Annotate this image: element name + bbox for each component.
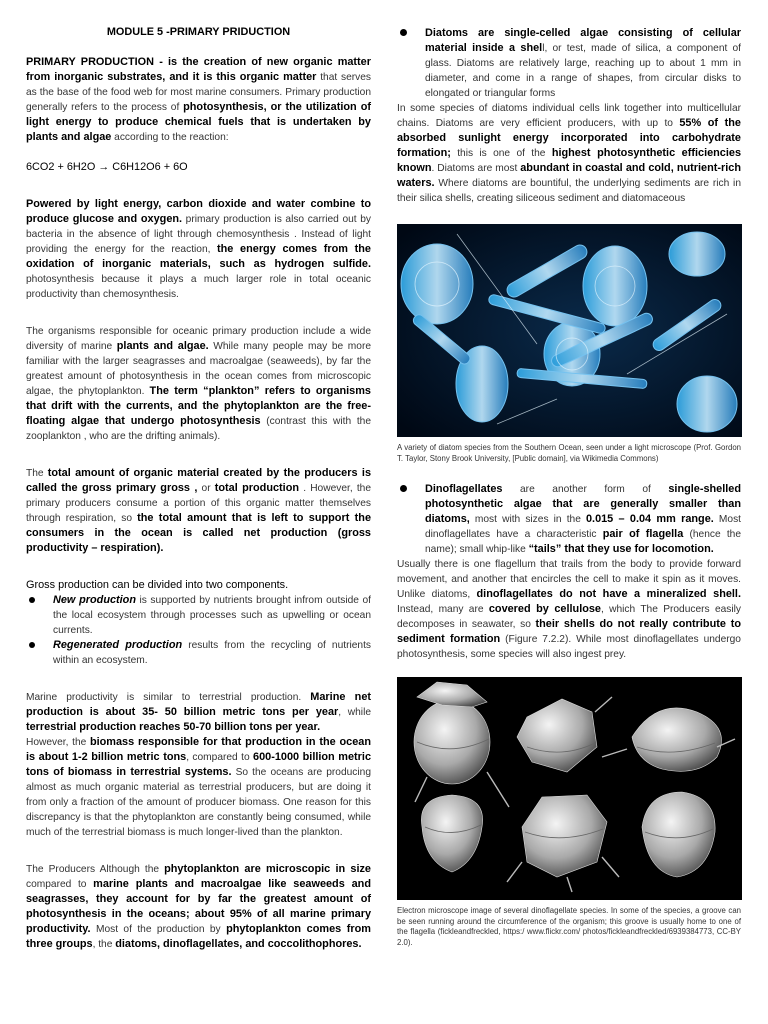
emphasis-span: Powered by light energy, carbon dioxide and water combine to produce glucose and oxygen. (26, 198, 371, 225)
list-item-dinoflagellates (397, 482, 741, 557)
text-span: is supported by nutrients brought infrom outside of the local ecosystem through processes such as upwelling or ocean currents. (53, 595, 372, 636)
bullet-icon (400, 29, 407, 36)
text-span: (contrast this with the zooplankton , who are the drifting animals). (26, 416, 371, 442)
emphasis-span: total amount of organic material created by the producers is called the gross primary gross , (26, 467, 372, 494)
emphasis-span: their shells do not really contribute to sediment formation (397, 618, 741, 645)
left-column (26, 22, 371, 952)
text-span: Usually there is one flagellum that trails from the body to provide forward movement, and another that encircles the cell to make it spin as it moves. Unlike diatoms, (397, 559, 741, 600)
list-item-new-production (26, 593, 371, 638)
list-item-regenerated-production (26, 638, 371, 668)
bullet-icon (400, 485, 407, 492)
emphasis-span: pair of flagella (602, 528, 684, 540)
text-span: The (26, 468, 48, 479)
emphasis-span: 55% of the absorbed sunlight energy incorporated into carbohydrate formation; (397, 117, 741, 159)
text-span: (Figure 7.2.2). While most dinoflagellates undergo photosynthesis, some species will also ingest prey. (397, 634, 741, 660)
text-span: that serves as the base of the food web for most marine consumers. Primary production generally refers to the process of (26, 72, 371, 113)
text-span: this is one of the (450, 148, 552, 159)
text-span: or (197, 483, 215, 494)
dinoflagellates-paragraph (397, 557, 741, 662)
text-span: are another form of (502, 484, 669, 495)
emphasis-span: the energy comes from the oxidation of inorganic materials, such as hydrogen sulfide. (26, 243, 371, 270)
diatom-micrograph (397, 224, 742, 437)
right-column (397, 26, 741, 948)
term-primary-production: PRIMARY PRODUCTION (26, 56, 155, 68)
text-span: (hence the name); small whip-like (425, 529, 741, 555)
emphasis-span: The term “plankton” refers to organisms that drift with the currents, and the phytoplankton are the free-floating algae that undergo photosynthesis (26, 385, 371, 427)
text-span: . Diatoms are most (431, 163, 521, 174)
text-span: While many people may be more familiar with the larger seagrasses and macroalgae (seaweeds), by far the greatest amount of photosynthesis in the ocean comes from microscopic algae, the phytoplankton. (26, 341, 371, 397)
primary-production-paragraph (26, 55, 371, 145)
diatoms-paragraph (397, 101, 741, 206)
bullet-icon (29, 642, 35, 648)
text-span: , the (92, 939, 116, 950)
text-span: , while (338, 707, 371, 718)
text-span: However, the (26, 737, 90, 748)
emphasis-span: phytoplankton comes from three groups (26, 923, 371, 950)
emphasis-span: plants and algae. (116, 340, 209, 352)
text-span: So the oceans are producing almost as much organic material as terrestrial producers, but are doing it from only a fraction of the amount of producer biomass. One reason for this discrepancy is that the phytoplankton are constantly being consumed, while much of the terrestrial biomass is much longer-lived than the plankton. (26, 767, 371, 838)
text-span: The Producers Although the (26, 864, 165, 875)
text-span: results from the recycling of nutrients within an ecosystem. (53, 640, 371, 666)
emphasis-span: 600-1000 billion metric tons of biomass in terrestrial systems. (26, 751, 371, 778)
text-span: according to the reaction: (111, 132, 229, 143)
marine-productivity-paragraph (26, 690, 371, 840)
emphasis-span: Diatoms are single-celled algae consisting of cellular material inside a shel (425, 27, 741, 54)
dinoflagellate-micrograph (397, 677, 742, 900)
text-span: l, or test, made of silica, a component of glass. Diatoms are relatively large, reaching up to about 1 mm in diameter, and come in a range of shapes, from circular disks to elongated or triangular forms (425, 43, 741, 99)
text-span: Where diatoms are bountiful, the underlying sediments are rich in their silica shells, creating siliceous sediment and diatomaceous (397, 178, 741, 204)
text-span: Instead, many are (397, 604, 489, 615)
emphasis-span: single-shelled photosynthetic algae that are generally smaller than diatoms, (425, 483, 741, 525)
components-intro: Gross production can be divided into two components. (26, 579, 289, 591)
text-span: , which The Producers easily decomposes in seawater, so (397, 604, 741, 630)
emphasis-span: phytoplankton are microscopic in size (164, 863, 371, 875)
definition-span: creation of new organic matter from inorganic substrates, and it is this organic matter (26, 56, 371, 83)
text-span: Most of the production by (90, 924, 227, 935)
module-title: MODULE 5 -PRIMARY PRIDUCTION (106, 26, 291, 38)
term-regenerated-production: Regenerated production (53, 639, 183, 651)
emphasis-span: biomass responsible for that production in the ocean is about 1-2 billion metric tons (26, 736, 371, 763)
text-span: . However, the primary producers consume a portion of this organic matter themselves through respiration, so (26, 483, 371, 524)
text-span: Marine productivity is similar to terrestrial production. (26, 692, 311, 703)
dinoflagellate-caption: Electron microscope image of several dinoflagellate species. In some of the species, a groove can be seen running around the circumference of the organism; this groove is usually home to one of the flagella (fickleandfreckled, https:/ www.flickr.com/ photos/fickleandfreckled/6939384773, CC-BY 2.0). (397, 906, 741, 947)
term-dinoflagellates: Dinoflagellates (425, 483, 503, 495)
text-span: most with sizes in the (469, 514, 586, 525)
diatom-caption: A variety of diatom species from the Southern Ocean, seen under a light microscope (Prof. Gordon T. Taylor, Stony Brook University, [Public domain], via Wikimedia Commons) (397, 443, 741, 463)
bullet-icon (29, 597, 35, 603)
text-span: , compared to (186, 752, 254, 763)
emphasis-span: “tails” that they use for locomotion. (528, 543, 714, 555)
text-span: The organisms responsible for oceanic primary production include a wide diversity of marine (26, 326, 371, 352)
text-span: primary production is also carried out by bacteria in the absence of light through chemosynthesis . Instead of light providing the energy for the reaction, (26, 214, 371, 255)
light-energy-paragraph (26, 197, 371, 302)
emphasis-span: dinoflagellates do not have a mineralized shell. (476, 588, 741, 600)
emphasis-span: marine plants and macroalgae like seaweeds and seagrasses, they account for by far the greatest amount of photosynthesis in the oceans; about 95% of all marine primary productivity. (26, 878, 371, 935)
photosynthesis-equation: 6CO2 + 6H2O → C6H12O6 + 6O (26, 161, 188, 173)
emphasis-span: the total amount that is left to support the consumers in the ocean is called net production (gross productivity – respiration). (26, 512, 372, 554)
dinoflagellate-micrograph-illustration (397, 677, 742, 900)
emphasis-span: 0.015 – 0.04 mm range. (585, 513, 714, 525)
emphasis-span: highest photosynthetic efficiencies known (397, 147, 741, 174)
text-span: - is the (154, 56, 204, 68)
emphasis-span: total production (214, 482, 300, 494)
diatom-micrograph-illustration (397, 224, 742, 437)
emphasis-span: terrestrial production reaches 50-70 billion tons per year. (26, 721, 321, 733)
gross-production-paragraph (26, 466, 371, 556)
producers-paragraph (26, 862, 371, 952)
text-span: Most dinoflagellates have a characteristic (425, 514, 741, 540)
definition-span: photosynthesis, or the utilization of light energy to produce chemical fuels that is undertaken by plants and algae (26, 101, 371, 143)
term-new-production: New production (53, 594, 136, 606)
emphasis-span: abundant in coastal and cold, nutrient-rich waters. (397, 162, 741, 189)
text-span: photosynthesis because it plays a much larger role in total oceanic productivity than chemosynthesis. (26, 274, 371, 300)
emphasis-span: diatoms, dinoflagellates, and coccolithophores. (115, 938, 362, 950)
text-span: compared to (26, 879, 94, 890)
organisms-paragraph (26, 324, 371, 444)
list-item-diatoms (397, 26, 741, 101)
emphasis-span: covered by cellulose (488, 603, 601, 615)
text-span: In some species of diatoms individual cells link together into multicellular chains. Diatoms are very efficient producers, with up to (397, 103, 741, 129)
emphasis-span: Marine net production is about 35- 50 billion metric tons per year (26, 691, 371, 718)
